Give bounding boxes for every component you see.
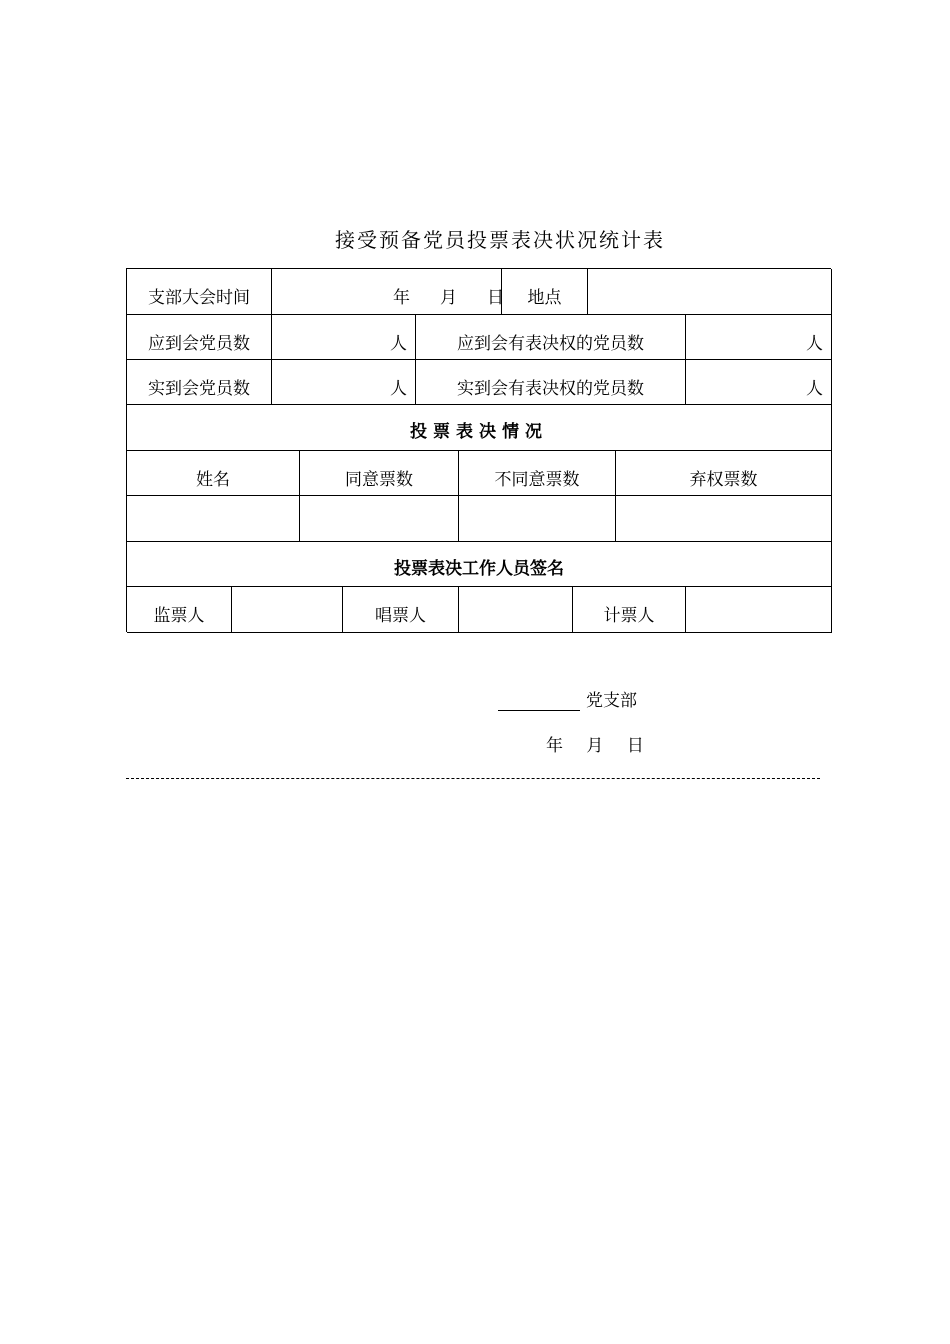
staff-section-heading: 投票表决工作人员签名 bbox=[127, 542, 832, 587]
announcer-signature-field[interactable] bbox=[459, 587, 573, 633]
actual-members-label: 实到会党员数 bbox=[127, 360, 272, 405]
unit-label: 人 bbox=[390, 333, 407, 354]
expected-members-field[interactable] bbox=[272, 315, 416, 360]
scrutineer-signature-field[interactable] bbox=[232, 587, 343, 633]
actual-members-field[interactable] bbox=[272, 360, 416, 405]
document-title: 接受预备党员投票表决状况统计表 bbox=[335, 228, 665, 252]
disagree-votes-header: 不同意票数 bbox=[459, 451, 616, 496]
expected-voting-members-label: 应到会有表决权的党员数 bbox=[416, 315, 686, 360]
day-label: 日 bbox=[487, 288, 504, 308]
branch-name-blank[interactable] bbox=[498, 692, 580, 711]
counter-signature-field[interactable] bbox=[686, 587, 832, 633]
unit-label: 人 bbox=[806, 378, 823, 399]
footer-year-label: 年 bbox=[546, 736, 565, 756]
cut-line-divider bbox=[126, 778, 820, 779]
statistics-table bbox=[126, 268, 831, 632]
footer-date bbox=[546, 731, 660, 756]
month-label: 月 bbox=[440, 288, 457, 308]
counter-label: 计票人 bbox=[573, 587, 686, 633]
unit-label: 人 bbox=[806, 333, 823, 354]
year-label: 年 bbox=[393, 288, 410, 308]
meeting-date-field[interactable] bbox=[272, 269, 502, 315]
abstain-votes-header: 弃权票数 bbox=[616, 451, 832, 496]
branch-signature bbox=[498, 686, 637, 711]
place-field[interactable] bbox=[588, 269, 832, 315]
expected-members-label: 应到会党员数 bbox=[127, 315, 272, 360]
name-field[interactable] bbox=[127, 496, 300, 542]
meeting-time-label: 支部大会时间 bbox=[127, 269, 272, 315]
disagree-votes-field[interactable] bbox=[459, 496, 616, 542]
footer-day-label: 日 bbox=[626, 736, 646, 756]
agree-votes-header: 同意票数 bbox=[300, 451, 459, 496]
footer-month-label: 月 bbox=[586, 736, 606, 756]
branch-label: 党支部 bbox=[586, 691, 637, 711]
expected-voting-members-field[interactable] bbox=[686, 315, 832, 360]
actual-voting-members-field[interactable] bbox=[686, 360, 832, 405]
announcer-label: 唱票人 bbox=[343, 587, 459, 633]
scrutineer-label: 监票人 bbox=[127, 587, 232, 633]
actual-voting-members-label: 实到会有表决权的党员数 bbox=[416, 360, 686, 405]
vote-section-heading: 投票表决情况 bbox=[127, 405, 832, 451]
unit-label: 人 bbox=[390, 378, 407, 399]
abstain-votes-field[interactable] bbox=[616, 496, 832, 542]
name-header: 姓名 bbox=[127, 451, 300, 496]
place-label: 地点 bbox=[502, 269, 588, 315]
agree-votes-field[interactable] bbox=[300, 496, 459, 542]
